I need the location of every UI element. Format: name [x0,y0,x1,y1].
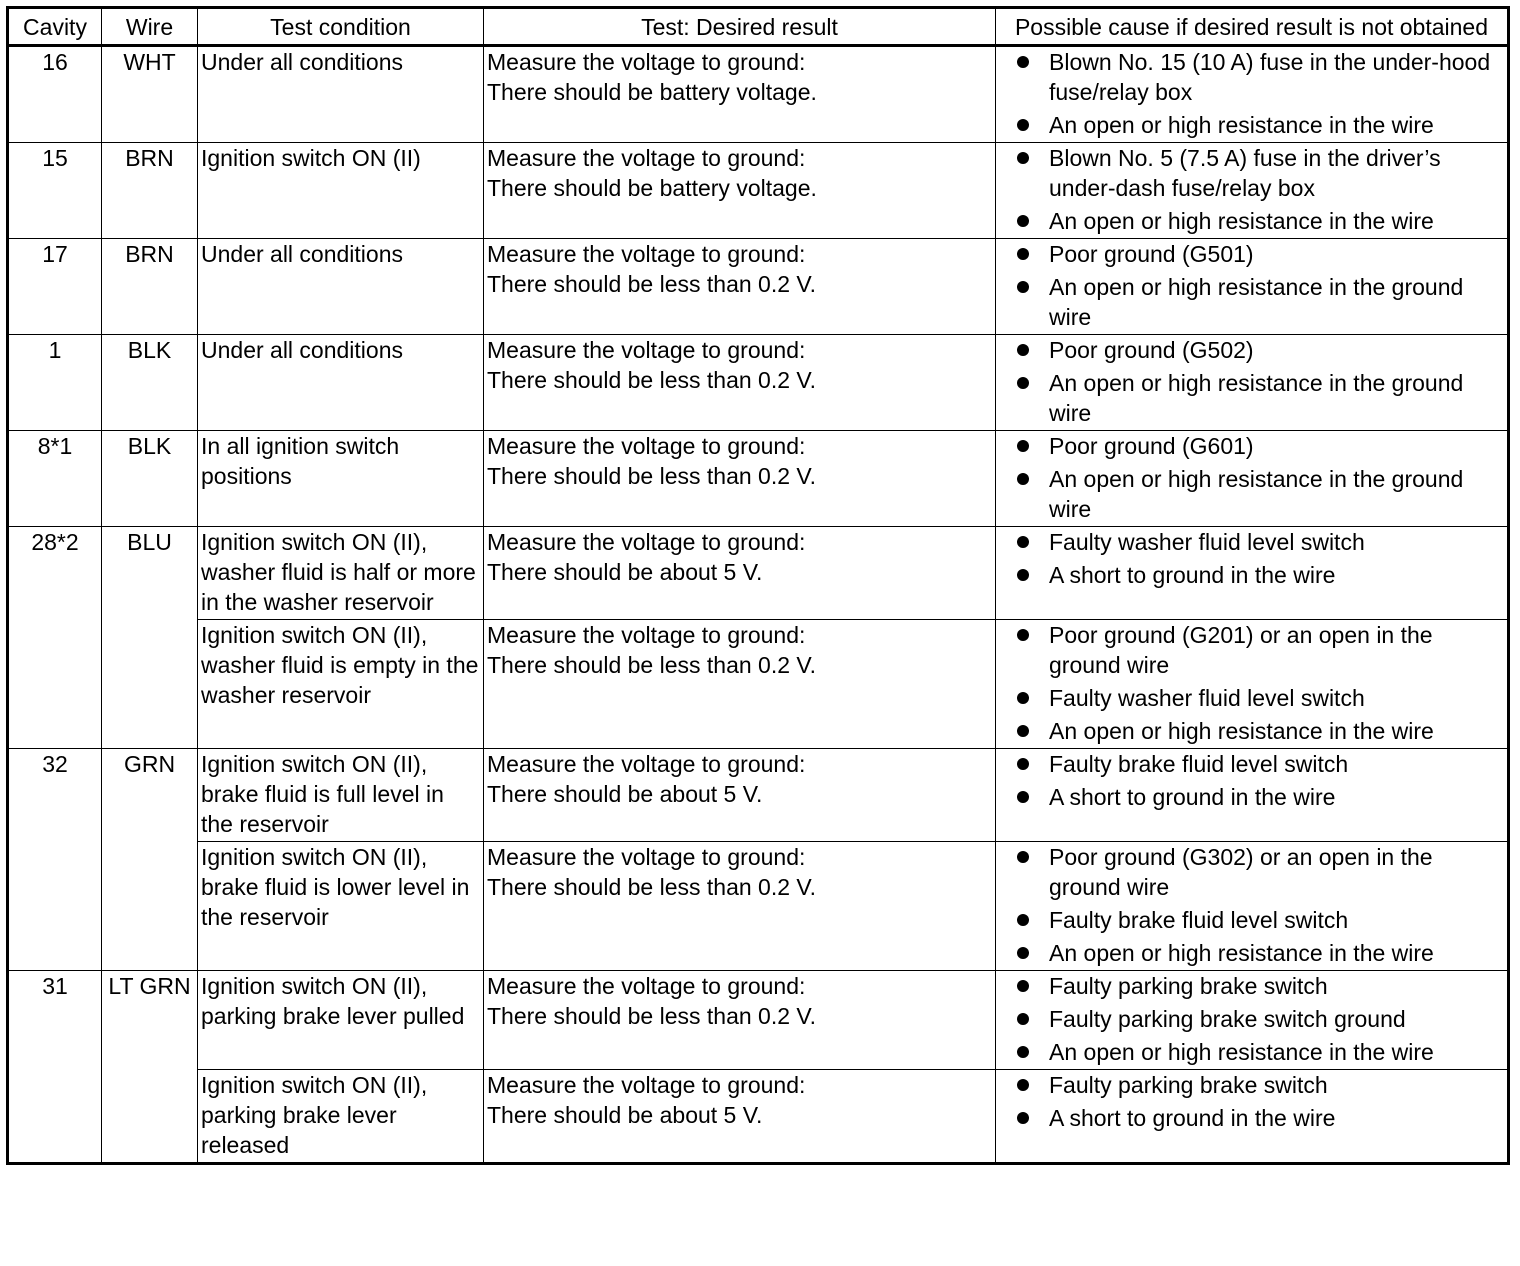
desired-result-cell [484,239,996,335]
cause-item [999,938,1504,968]
header-cavity: Cavity [8,8,102,46]
cause-text: An open or high resistance in the wire [1049,112,1434,138]
cause-text: An open or high resistance in the ground wire [1049,274,1464,330]
cause-list [999,1070,1504,1133]
bullet-icon [1017,758,1029,770]
bullet-icon [1017,725,1029,737]
possible-cause-cell [996,527,1509,620]
result-instruction: Measure the voltage to ground: [487,145,806,171]
desired-result-cell [484,620,996,749]
table-row [8,239,1509,335]
bullet-icon [1017,947,1029,959]
test-condition-cell: Ignition switch ON (II), washer fluid is empty in the washer reservoir [198,620,484,749]
desired-result-cell [484,1070,996,1164]
bullet-icon [1017,281,1029,293]
result-expectation: There should be less than 0.2 V. [487,1003,817,1029]
cause-item [999,368,1504,428]
header-row [8,8,1509,46]
desired-result-cell [484,971,996,1070]
possible-cause-cell [996,143,1509,239]
cause-item [999,842,1504,902]
desired-result-cell [484,842,996,971]
cause-text: Faulty parking brake switch [1049,1072,1328,1098]
cause-text: An open or high resistance in the wire [1049,1039,1434,1065]
table-row [8,527,1509,620]
result-expectation: There should be less than 0.2 V. [487,652,817,678]
test-condition-cell: Under all conditions [198,335,484,431]
cause-item [999,749,1504,779]
bullet-icon [1017,914,1029,926]
cause-item [999,272,1504,332]
bullet-icon [1017,980,1029,992]
cause-list [999,47,1504,140]
cause-text: Faulty washer fluid level switch [1049,529,1365,555]
cavity-cell: 28*2 [8,527,102,749]
cause-item [999,1103,1504,1133]
wire-color-cell: LT GRN [102,971,198,1164]
table-row [8,431,1509,527]
cause-list [999,527,1504,590]
cause-item [999,560,1504,590]
result-instruction: Measure the voltage to ground: [487,529,806,555]
cause-list [999,335,1504,428]
possible-cause-cell [996,971,1509,1070]
bullet-icon [1017,1112,1029,1124]
test-condition-cell: Ignition switch ON (II), parking brake lever released [198,1070,484,1164]
result-expectation: There should be less than 0.2 V. [487,463,817,489]
cause-text: Poor ground (G601) [1049,433,1254,459]
bullet-icon [1017,440,1029,452]
cause-text: Faulty brake fluid level switch [1049,751,1349,777]
result-instruction: Measure the voltage to ground: [487,241,806,267]
cause-item [999,1037,1504,1067]
bullet-icon [1017,629,1029,641]
bullet-icon [1017,1013,1029,1025]
desired-result-cell [484,749,996,842]
cause-item [999,431,1504,461]
cavity-cell: 16 [8,46,102,143]
cause-text: Poor ground (G501) [1049,241,1254,267]
possible-cause-cell [996,239,1509,335]
cause-text: An open or high resistance in the ground wire [1049,370,1464,426]
cause-item [999,464,1504,524]
cause-text: Faulty parking brake switch ground [1049,1006,1406,1032]
cause-list [999,431,1504,524]
cause-item [999,110,1504,140]
cause-list [999,749,1504,812]
cause-text: Poor ground (G302) or an open in the ground wire [1049,844,1433,900]
header-possible-cause: Possible cause if desired result is not obtained [996,8,1509,46]
bullet-icon [1017,1046,1029,1058]
test-condition-cell: Under all conditions [198,46,484,143]
cause-text: Poor ground (G502) [1049,337,1254,363]
result-expectation: There should be about 5 V. [487,781,763,807]
result-instruction: Measure the voltage to ground: [487,1072,806,1098]
cause-item [999,239,1504,269]
bullet-icon [1017,215,1029,227]
cause-item [999,47,1504,107]
desired-result-cell [484,431,996,527]
bullet-icon [1017,56,1029,68]
bullet-icon [1017,536,1029,548]
wire-color-cell: BRN [102,143,198,239]
desired-result-cell [484,143,996,239]
table-row [8,749,1509,842]
table-row [8,971,1509,1070]
table-row [8,1070,1509,1164]
header-test-condition: Test condition [198,8,484,46]
result-instruction: Measure the voltage to ground: [487,622,806,648]
table-row [8,143,1509,239]
result-instruction: Measure the voltage to ground: [487,49,806,75]
test-condition-cell: Ignition switch ON (II), washer fluid is half or more in the washer reservoir [198,527,484,620]
result-expectation: There should be battery voltage. [487,79,817,105]
cause-item [999,620,1504,680]
cause-item [999,335,1504,365]
bullet-icon [1017,344,1029,356]
cause-list [999,971,1504,1067]
cavity-cell: 15 [8,143,102,239]
result-instruction: Measure the voltage to ground: [487,751,806,777]
bullet-icon [1017,377,1029,389]
table-body [8,46,1509,1164]
cause-item [999,716,1504,746]
bullet-icon [1017,791,1029,803]
header-desired-result: Test: Desired result [484,8,996,46]
cause-text: Blown No. 5 (7.5 A) fuse in the driver’s under-dash fuse/relay box [1049,145,1441,201]
table-row [8,842,1509,971]
table-row [8,335,1509,431]
cavity-cell: 8*1 [8,431,102,527]
cause-item [999,1070,1504,1100]
bullet-icon [1017,152,1029,164]
cause-item [999,206,1504,236]
cause-item [999,143,1504,203]
bullet-icon [1017,692,1029,704]
result-instruction: Measure the voltage to ground: [487,973,806,999]
bullet-icon [1017,248,1029,260]
possible-cause-cell [996,335,1509,431]
cause-item [999,527,1504,557]
wire-color-cell: BLK [102,431,198,527]
cavity-cell: 31 [8,971,102,1164]
table-row [8,46,1509,143]
result-expectation: There should be about 5 V. [487,1102,763,1128]
bullet-icon [1017,569,1029,581]
result-expectation: There should be less than 0.2 V. [487,367,817,393]
possible-cause-cell [996,620,1509,749]
wire-color-cell: BLK [102,335,198,431]
bullet-icon [1017,473,1029,485]
cause-text: A short to ground in the wire [1049,784,1336,810]
possible-cause-cell [996,842,1509,971]
cause-list [999,239,1504,332]
cause-text: A short to ground in the wire [1049,1105,1336,1131]
bullet-icon [1017,851,1029,863]
desired-result-cell [484,46,996,143]
result-expectation: There should be battery voltage. [487,175,817,201]
possible-cause-cell [996,1070,1509,1164]
bullet-icon [1017,1079,1029,1091]
header-wire: Wire [102,8,198,46]
cause-text: An open or high resistance in the wire [1049,940,1434,966]
test-condition-cell: Under all conditions [198,239,484,335]
wire-color-cell: WHT [102,46,198,143]
cause-text: An open or high resistance in the wire [1049,208,1434,234]
cavity-cell: 1 [8,335,102,431]
possible-cause-cell [996,749,1509,842]
possible-cause-cell [996,431,1509,527]
cause-text: Poor ground (G201) or an open in the ground wire [1049,622,1433,678]
result-instruction: Measure the voltage to ground: [487,337,806,363]
cause-list [999,620,1504,746]
wire-color-cell: BLU [102,527,198,749]
result-expectation: There should be about 5 V. [487,559,763,585]
result-expectation: There should be less than 0.2 V. [487,271,817,297]
cause-text: An open or high resistance in the wire [1049,718,1434,744]
test-condition-cell: Ignition switch ON (II), brake fluid is full level in the reservoir [198,749,484,842]
cavity-cell: 17 [8,239,102,335]
bullet-icon [1017,119,1029,131]
cause-text: A short to ground in the wire [1049,562,1336,588]
connector-test-table [6,6,1510,1165]
cause-text: Blown No. 15 (10 A) fuse in the under-hood fuse/relay box [1049,49,1491,105]
test-condition-cell: Ignition switch ON (II) [198,143,484,239]
cause-text: Faulty washer fluid level switch [1049,685,1365,711]
result-expectation: There should be less than 0.2 V. [487,874,817,900]
wire-color-cell: GRN [102,749,198,971]
cause-item [999,971,1504,1001]
result-instruction: Measure the voltage to ground: [487,433,806,459]
cause-text: Faulty parking brake switch [1049,973,1328,999]
cause-list [999,143,1504,236]
wire-color-cell: BRN [102,239,198,335]
desired-result-cell [484,335,996,431]
cause-item [999,905,1504,935]
result-instruction: Measure the voltage to ground: [487,844,806,870]
cause-text: Faulty brake fluid level switch [1049,907,1349,933]
table-row [8,620,1509,749]
cause-list [999,842,1504,968]
cavity-cell: 32 [8,749,102,971]
cause-item [999,683,1504,713]
test-condition-cell: Ignition switch ON (II), brake fluid is lower level in the reservoir [198,842,484,971]
cause-text: An open or high resistance in the ground wire [1049,466,1464,522]
test-condition-cell: Ignition switch ON (II), parking brake lever pulled [198,971,484,1070]
test-condition-cell: In all ignition switch positions [198,431,484,527]
cause-item [999,1004,1504,1034]
possible-cause-cell [996,46,1509,143]
desired-result-cell [484,527,996,620]
cause-item [999,782,1504,812]
